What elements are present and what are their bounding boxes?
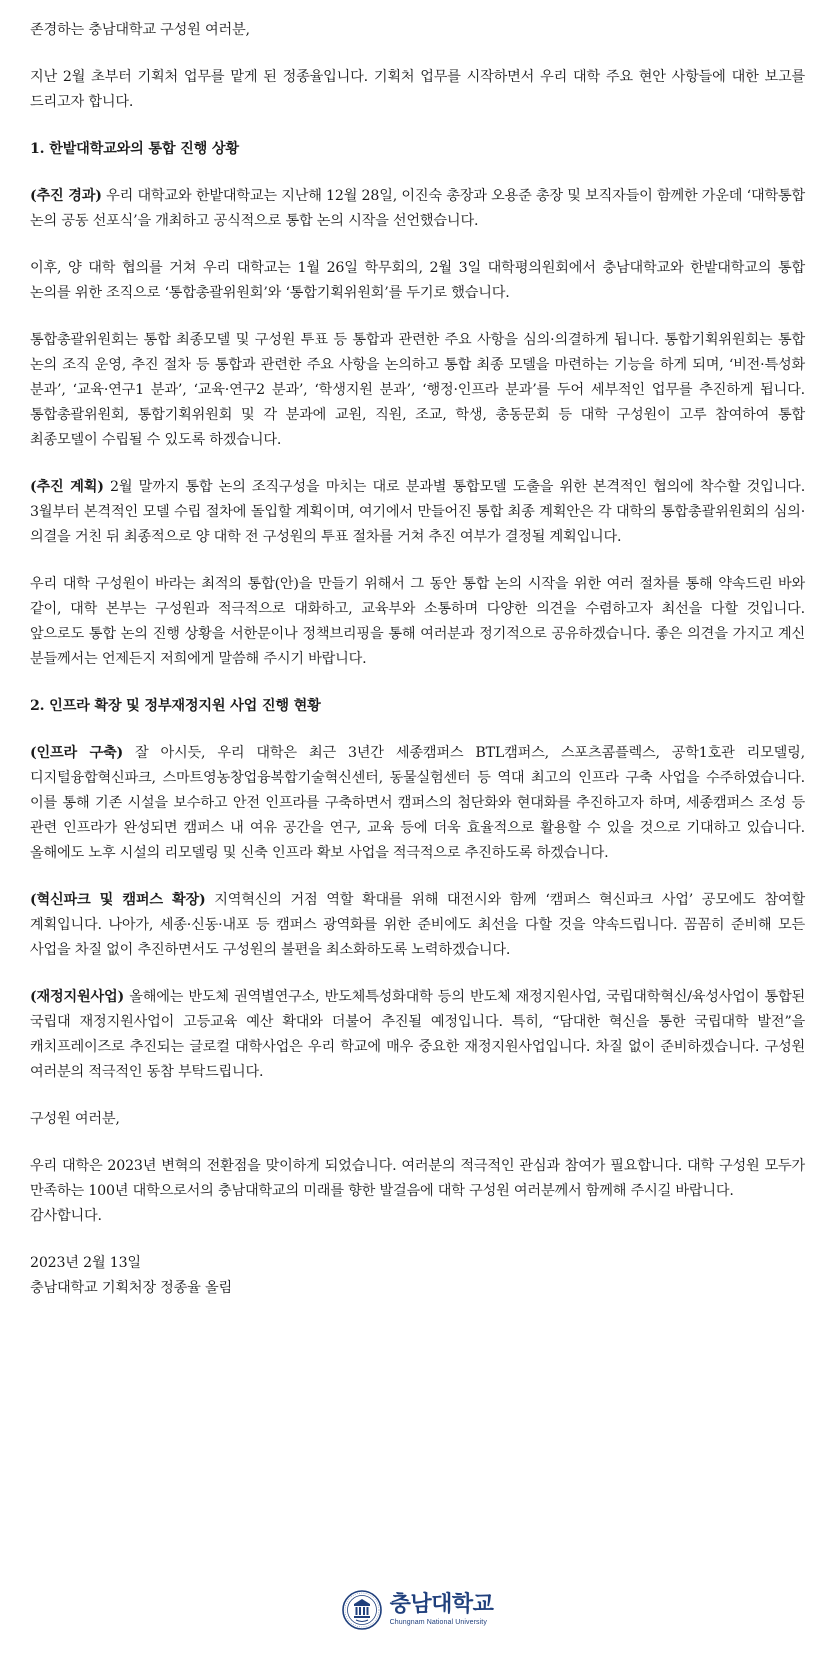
- section1-plan-paragraph: [30, 475, 805, 550]
- section2-fund-paragraph: [30, 985, 805, 1085]
- section2-heading: 2. 인프라 확장 및 정부재정지원 사업 진행 현황: [30, 698, 321, 714]
- plan-lead: (추진 계획): [30, 479, 104, 495]
- letter: [30, 18, 805, 1301]
- section1-paragraph-3: 통합총괄위원회는 통합 최종모델 및 구성원 투표 등 통합과 관련한 주요 사항을 심의·의결하게 됩니다. 통합기획위원회는 통합 논의 조직 운영, 추진 절차 등 통합과 관련한 주요 사항을 논의하고 통합 최종 모델을 마련하는 기능을 하게 되며, ‘비전·특성화 분과’, ‘교육·연구1 분과’, ‘교육·연구2 분과’, ‘학생지원 분과’, ‘행정·인프라 분과’를 두어 세부적인 업무를 추진하게 됩니다. 통합총괄위원회, 통합기획위원회 및 각 분과에 교원, 직원, 조교, 학생, 총동문회 등 대학 구성원이 고루 참여하여 통합 최종모델이 수립될 수 있도록 하겠습니다.: [30, 332, 805, 448]
- section1-paragraph-2: 이후, 양 대학 협의를 거쳐 우리 대학교는 1월 26일 학무회의, 2월 3일 대학평의원회에서 충남대학교와 한밭대학교의 통합 논의를 위한 조직으로 ‘통합총괄위원회’와 ‘통합기획위원회’를 두기로 했습니다.: [30, 260, 805, 301]
- logo-korean-name: 충남대학교: [389, 1592, 494, 1617]
- plan-text: 2월 말까지 통합 논의 조직구성을 마치는 대로 분과별 통합모델 도출을 위한 본격적인 협의에 착수할 것입니다. 3월부터 본격적인 모델 수립 절차에 돌입할 계획이며, 여기에서 만들어진 통합 최종 계획안은 각 대학의 통합총괄위원회의 심의·의결을 거친 뒤 최종적으로 양 대학 전 구성원의 투표 절차를 거쳐 추진 여부가 결정될 계획입니다.: [30, 479, 806, 545]
- university-logo: [0, 1590, 835, 1630]
- infra-lead: (인프라 구축): [30, 745, 123, 761]
- closing-paragraph: 우리 대학은 2023년 변혁의 전환점을 맞이하게 되었습니다. 여러분의 적극적인 관심과 참여가 필요합니다. 대학 구성원 모두가 만족하는 100년 대학으로서의 충남대학교의 미래를 향한 발걸음에 대학 구성원 여러분께서 함께해 주시길 바랍니다.: [30, 1158, 805, 1199]
- section2-park-paragraph: [30, 888, 805, 963]
- signature-name: 충남대학교 기획처장 정종율 올림: [30, 1280, 233, 1296]
- fund-lead: (재정지원사업): [30, 989, 125, 1005]
- section1-paragraph-5: 우리 대학 구성원이 바라는 최적의 통합(안)을 만들기 위해서 그 동안 통합 논의 시작을 위한 여러 절차를 통해 약속드린 바와 같이, 대학 본부는 구성원과 적극적으로 대화하고, 교육부와 소통하며 다양한 의견을 수렴하고자 최선을 다할 것입니다. 앞으로도 통합 논의 진행 상황을 서한문이나 정책브리핑을 통해 여러분과 정기적으로 공유하겠습니다. 좋은 의견을 가지고 계신 분들께서는 언제든지 저희에게 말씀해 주시기 바랍니다.: [30, 576, 805, 667]
- greeting: 존경하는 충남대학교 구성원 여러분,: [30, 22, 250, 38]
- section1-progress-paragraph: [30, 184, 805, 234]
- park-lead: (혁신파크 및 캠퍼스 확장): [30, 892, 206, 908]
- progress-text: 우리 대학교와 한밭대학교는 지난해 12월 28일, 이진숙 총장과 오용준 총장 및 보직자들이 함께한 가운데 ‘대학통합 논의 공동 선포식’을 개최하고 공식적으로 통합 논의 시작을 선언했습니다.: [30, 188, 805, 229]
- fund-text: 올해에는 반도체 권역별연구소, 반도체특성화대학 등의 반도체 재정지원사업, 국립대학혁신/육성사업이 통합된 국립대 재정지원사업이 고등교육 예산 확대와 더불어 추진될 예정입니다. 특히, “담대한 혁신을 통한 국립대학 발전”을 캐치프레이즈로 추진되는 글로컬 대학사업은 우리 학교에 매우 중요한 재정지원사업입니다. 차질 없이 준비하겠습니다. 구성원 여러분의 적극적인 동참 부탁드립니다.: [30, 989, 805, 1080]
- closing-address: 구성원 여러분,: [30, 1111, 120, 1127]
- university-seal-icon: [342, 1590, 382, 1630]
- progress-lead: (추진 경과): [30, 188, 102, 204]
- logo-wordmark: [390, 1594, 494, 1626]
- closing-thanks: 감사합니다.: [30, 1208, 102, 1224]
- park-text: 지역혁신의 거점 역할 확대를 위해 대전시와 함께 ‘캠퍼스 혁신파크 사업’ 공모에도 참여할 계획입니다. 나아가, 세종·신동·내포 등 캠퍼스 광역화를 위한 준비에도 최선을 다할 것을 약속드립니다. 꼼꼼히 준비해 모든 사업을 차질 없이 추진하면서도 구성원의 불편을 최소화하도록 노력하겠습니다.: [30, 892, 805, 958]
- intro-paragraph: 지난 2월 초부터 기획처 업무를 맡게 된 정종율입니다. 기획처 업무를 시작하면서 우리 대학 주요 현안 사항들에 대한 보고를 드리고자 합니다.: [30, 69, 805, 110]
- section2-infra-paragraph: [30, 741, 805, 866]
- infra-text: 잘 아시듯, 우리 대학은 최근 3년간 세종캠퍼스 BTL캠퍼스, 스포츠콤플렉스, 공학1호관 리모델링, 디지털융합혁신파크, 스마트영농창업융복합기술혁신센터, 동물실험센터 등 역대 최고의 인프라 구축 사업을 수주하였습니다. 이를 통해 기존 시설을 보수하고 안전 인프라를 구축하면서 캠퍼스의 첨단화와 현대화를 추진하고자 하며, 세종캠퍼스 조성 등 관련 인프라가 완성되면 캠퍼스 내 여유 공간을 연구, 교육 등에 더욱 효율적으로 활용할 수 있을 것으로 기대하고 있습니다. 올해에도 노후 시설의 리모델링 및 신축 인프라 확보 사업을 적극적으로 추진하도록 하겠습니다.: [30, 745, 805, 861]
- section1-heading: 1. 한밭대학교와의 통합 진행 상황: [30, 141, 239, 157]
- logo-english-name: Chungnam National University: [389, 1619, 487, 1626]
- signature-date: 2023년 2월 13일: [30, 1255, 141, 1271]
